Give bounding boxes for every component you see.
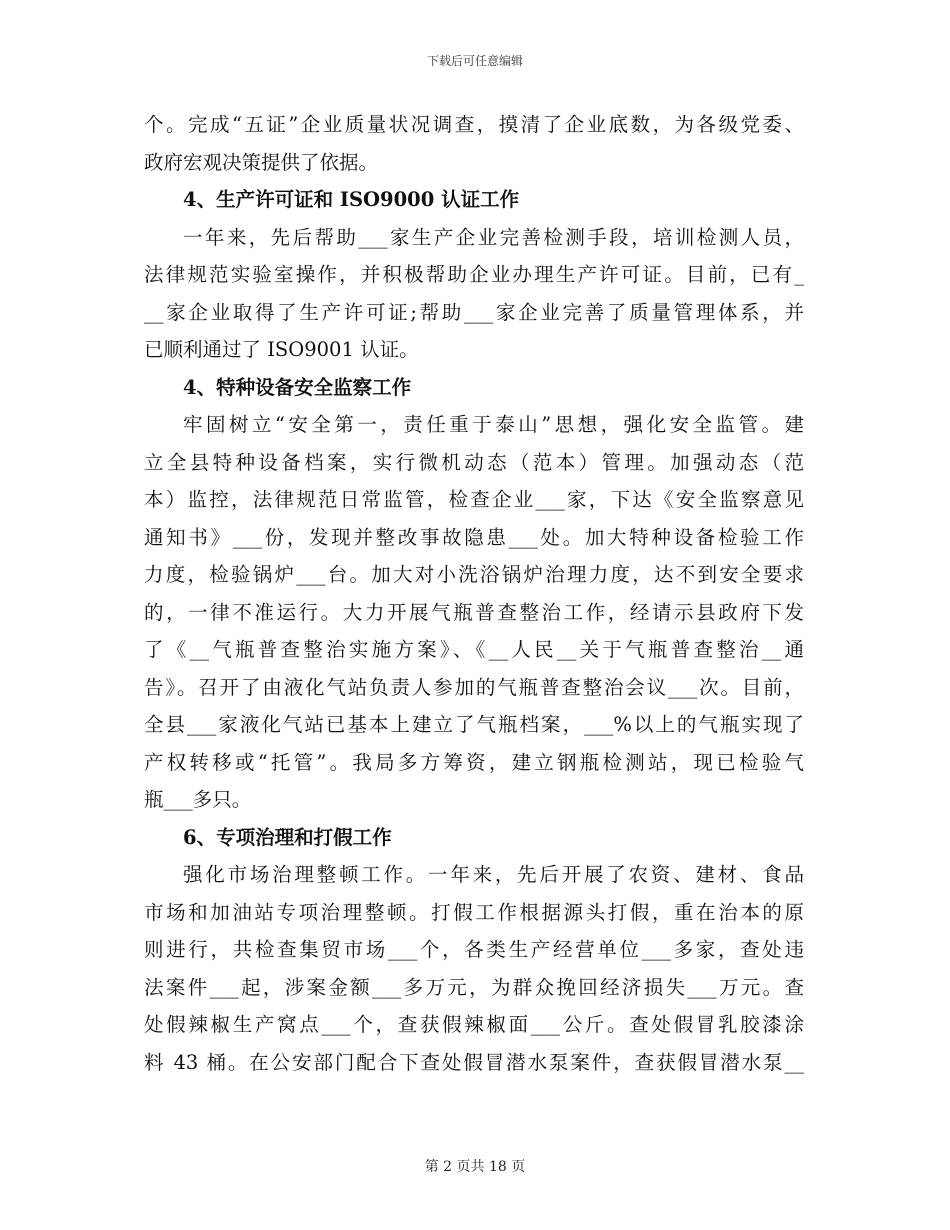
body-line: 个。完成“五证”企业质量状况调查，摸清了企业底数，为各级党委、: [144, 113, 804, 136]
body-line: 本）监控，法律规范日常监管，检查企业___家，下达《安全监察意见: [144, 488, 804, 511]
body-line: 强化市场治理整顿工作。一年来，先后开展了农资、建材、食品: [183, 863, 804, 886]
body-line: 处假辣椒生产窝点___个，查获假辣椒面___公斤。查处假冒乳胶漆涂: [144, 1013, 804, 1036]
body-line: 通知书》___份，发现并整改事故隐患___处。加大特种设备检验工作: [144, 525, 804, 549]
body-line: 的，一律不准运行。大力开展气瓶普查整治工作，经请示县政府下发: [144, 600, 804, 624]
page-header: 下载后可任意编辑: [426, 54, 523, 68]
document-body: [144, 106, 804, 1081]
body-line: 产权转移或“托管”。我局多方筹资，建立钢瓶检测站，现已检验气: [144, 750, 804, 774]
body-line: 政府宏观决策提供了依据。: [144, 150, 379, 174]
body-line: 全县___家液化气站已基本上建立了气瓶档案，___%以上的气瓶实现了: [144, 713, 804, 736]
body-line: 法案件___起，涉案金额___多万元，为群众挽回经济损失___万元。查: [144, 975, 804, 999]
section-heading: 4、特种设备安全监察工作: [183, 375, 412, 399]
section-heading: 4、生产许可证和 ISO9000 认证工作: [183, 188, 520, 211]
body-line: 已顺利通过了 ISO9001 认证。: [144, 338, 419, 361]
body-line: 立全县特种设备档案，实行微机动态（范本）管理。加强动态（范: [144, 450, 804, 474]
body-line: 一年来，先后帮助___家生产企业完善检测手段，培训检测人员，: [183, 225, 804, 249]
body-line: 瓶___多只。: [144, 788, 252, 811]
body-line: 力度，检验锅炉___台。加大对小洗浴锅炉治理力度，达不到安全要求: [144, 563, 804, 586]
page-footer: 第 2 页共 18 页: [424, 1159, 526, 1175]
body-line: 料 43 桶。在公安部门配合下查处假冒潜水泵案件，查获假冒潜水泵__: [144, 1050, 804, 1074]
body-line: 市场和加油站专项治理整顿。打假工作根据源头打假，重在治本的原: [144, 900, 804, 924]
section-heading: 6、专项治理和打假工作: [183, 825, 392, 849]
body-line: 牢固树立“安全第一，责任重于泰山”思想，强化安全监管。建: [183, 413, 804, 436]
body-line: __家企业取得了生产许可证;帮助___家企业完善了质量管理体系，并: [144, 300, 804, 324]
body-line: 法律规范实验室操作，并积极帮助企业办理生产许可证。目前，已有_: [144, 263, 804, 286]
body-line: 告》。召开了由液化气站负责人参加的气瓶普查整治会议___次。目前，: [144, 675, 804, 699]
body-line: 了《__气瓶普查整治实施方案》、《__人民__关于气瓶普查整治__通: [144, 638, 804, 661]
body-line: 则进行，共检查集贸市场___个，各类生产经营单位___多家，查处违: [144, 938, 804, 961]
